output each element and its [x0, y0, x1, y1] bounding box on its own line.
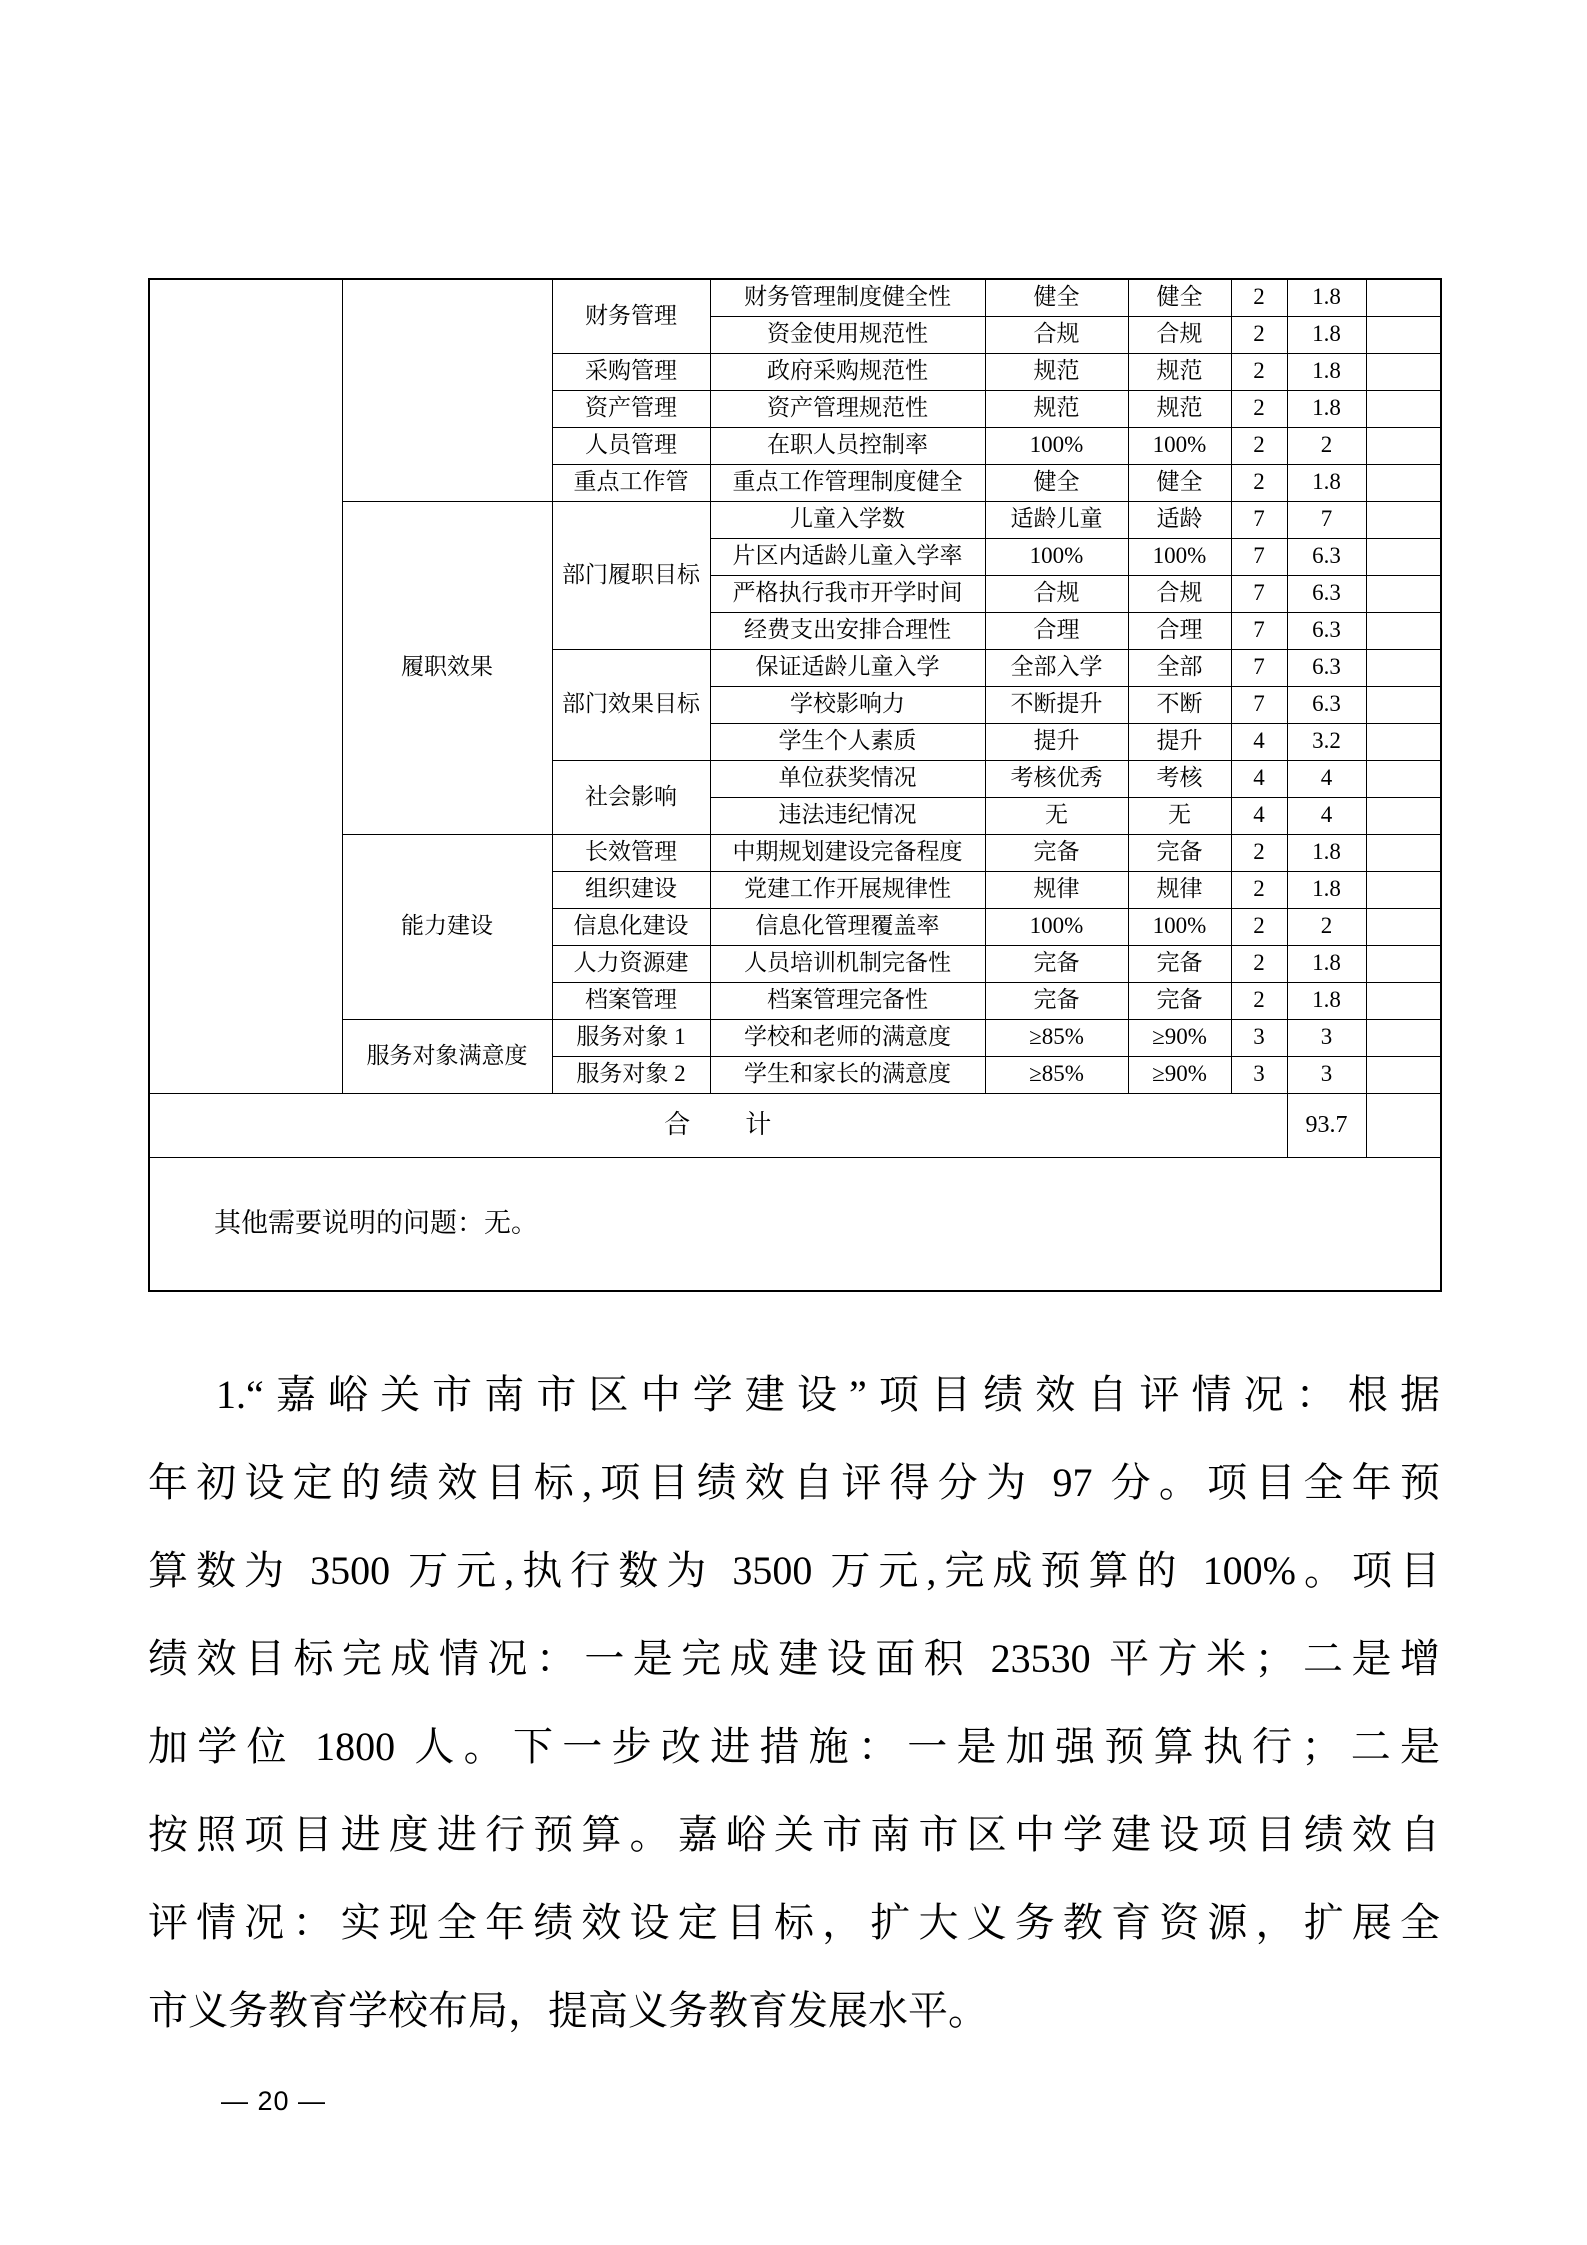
target-value-cell: 完备: [985, 945, 1128, 982]
blank-cell: [1366, 353, 1441, 390]
actual-value-cell: ≥90%: [1128, 1019, 1231, 1056]
blank-cell: [1366, 908, 1441, 945]
indicator-cell: 信息化管理覆盖率: [710, 908, 985, 945]
weight-cell: 7: [1231, 538, 1287, 575]
category-cell: 履职效果: [342, 501, 552, 834]
subcategory-cell: 部门履职目标: [552, 501, 710, 649]
score-cell: 2: [1287, 908, 1366, 945]
indicator-cell: 片区内适龄儿童入学率: [710, 538, 985, 575]
weight-cell: 2: [1231, 945, 1287, 982]
indicator-cell: 党建工作开展规律性: [710, 871, 985, 908]
subcategory-cell: 重点工作管: [552, 464, 710, 501]
actual-value-cell: 100%: [1128, 538, 1231, 575]
indicator-cell: 严格执行我市开学时间: [710, 575, 985, 612]
target-value-cell: 考核优秀: [985, 760, 1128, 797]
score-cell: 6.3: [1287, 538, 1366, 575]
actual-value-cell: 全部: [1128, 649, 1231, 686]
actual-value-cell: 健全: [1128, 464, 1231, 501]
actual-value-cell: 完备: [1128, 982, 1231, 1019]
actual-value-cell: 100%: [1128, 427, 1231, 464]
subcategory-cell: 资产管理: [552, 390, 710, 427]
score-cell: 1.8: [1287, 390, 1366, 427]
weight-cell: 2: [1231, 834, 1287, 871]
actual-value-cell: 完备: [1128, 945, 1231, 982]
weight-cell: 7: [1231, 612, 1287, 649]
actual-value-cell: 无: [1128, 797, 1231, 834]
indicator-cell: 儿童入学数: [710, 501, 985, 538]
blank-cell: [1366, 649, 1441, 686]
paragraph-line: 1.“嘉峪关市南市区中学建设”项目绩效自评情况：根据: [216, 1372, 1440, 1417]
target-value-cell: 健全: [985, 464, 1128, 501]
subcategory-cell: 组织建设: [552, 871, 710, 908]
subcategory-cell: 采购管理: [552, 353, 710, 390]
blank-cell: [1366, 834, 1441, 871]
actual-value-cell: 合规: [1128, 575, 1231, 612]
weight-cell: 4: [1231, 723, 1287, 760]
score-cell: 1.8: [1287, 834, 1366, 871]
subcategory-cell: 人力资源建: [552, 945, 710, 982]
score-cell: 1.8: [1287, 279, 1366, 316]
weight-cell: 2: [1231, 316, 1287, 353]
indicator-cell: 资金使用规范性: [710, 316, 985, 353]
subcategory-cell: 财务管理: [552, 279, 710, 353]
blank-cell: [1366, 982, 1441, 1019]
weight-cell: 2: [1231, 427, 1287, 464]
blank-cell: [1366, 1093, 1441, 1157]
target-value-cell: 规范: [985, 353, 1128, 390]
score-cell: 7: [1287, 501, 1366, 538]
score-cell: 3: [1287, 1019, 1366, 1056]
score-cell: 1.8: [1287, 464, 1366, 501]
target-value-cell: ≥85%: [985, 1019, 1128, 1056]
score-cell: 1.8: [1287, 353, 1366, 390]
score-cell: 6.3: [1287, 686, 1366, 723]
actual-value-cell: 规律: [1128, 871, 1231, 908]
weight-cell: 4: [1231, 760, 1287, 797]
target-value-cell: 规律: [985, 871, 1128, 908]
blank-cell: [1366, 538, 1441, 575]
evaluation-table-container: [148, 278, 1442, 1292]
blank-cell: [1366, 797, 1441, 834]
paragraph-line: 绩效目标完成情况：一是完成建设面积 23530 平方米；二是增: [148, 1636, 1440, 1681]
paragraph-line: 年初设定的绩效目标,项目绩效自评得分为 97 分。项目全年预: [148, 1460, 1440, 1505]
indicator-cell: 档案管理完备性: [710, 982, 985, 1019]
actual-value-cell: 规范: [1128, 390, 1231, 427]
indicator-cell: 学生个人素质: [710, 723, 985, 760]
other-notes-cell: 其他需要说明的问题：无。: [149, 1157, 1441, 1291]
total-score-cell: 93.7: [1287, 1093, 1366, 1157]
blank-cell: [1366, 723, 1441, 760]
score-cell: 6.3: [1287, 612, 1366, 649]
indicator-cell: 人员培训机制完备性: [710, 945, 985, 982]
indicator-cell: 学校影响力: [710, 686, 985, 723]
blank-cell: [1366, 1019, 1441, 1056]
score-cell: 6.3: [1287, 649, 1366, 686]
indicator-cell: 中期规划建设完备程度: [710, 834, 985, 871]
target-value-cell: 完备: [985, 834, 1128, 871]
weight-cell: 4: [1231, 797, 1287, 834]
target-value-cell: 完备: [985, 982, 1128, 1019]
indicator-row: [149, 501, 1441, 538]
indicator-row: [149, 1019, 1441, 1056]
score-cell: 1.8: [1287, 982, 1366, 1019]
weight-cell: 7: [1231, 575, 1287, 612]
total-label-cell: 合 计: [149, 1093, 1287, 1157]
actual-value-cell: 100%: [1128, 908, 1231, 945]
self-evaluation-paragraph: [148, 1351, 1440, 2055]
actual-value-cell: 合规: [1128, 316, 1231, 353]
actual-value-cell: 提升: [1128, 723, 1231, 760]
actual-value-cell: 合理: [1128, 612, 1231, 649]
score-cell: 1.8: [1287, 871, 1366, 908]
target-value-cell: 提升: [985, 723, 1128, 760]
score-cell: 3.2: [1287, 723, 1366, 760]
subcategory-cell: 长效管理: [552, 834, 710, 871]
blank-cell: [1366, 871, 1441, 908]
page-number: — 20 —: [221, 2086, 327, 2116]
actual-value-cell: 健全: [1128, 279, 1231, 316]
weight-cell: 2: [1231, 279, 1287, 316]
weight-cell: 2: [1231, 353, 1287, 390]
indicator-cell: 单位获奖情况: [710, 760, 985, 797]
target-value-cell: 100%: [985, 427, 1128, 464]
score-cell: 1.8: [1287, 316, 1366, 353]
category-cell: [342, 279, 552, 501]
blank-cell: [1366, 575, 1441, 612]
performance-indicator-table: [148, 278, 1442, 1292]
subcategory-cell: 服务对象 2: [552, 1056, 710, 1093]
blank-cell: [1366, 464, 1441, 501]
subcategory-cell: 档案管理: [552, 982, 710, 1019]
actual-value-cell: 完备: [1128, 834, 1231, 871]
indicator-cell: 违法违纪情况: [710, 797, 985, 834]
indicator-cell: 在职人员控制率: [710, 427, 985, 464]
target-value-cell: 适龄儿童: [985, 501, 1128, 538]
score-cell: 1.8: [1287, 945, 1366, 982]
paragraph-line: 加学位 1800 人。下一步改进措施：一是加强预算执行；二是: [148, 1724, 1440, 1769]
indicator-cell: 学生和家长的满意度: [710, 1056, 985, 1093]
blank-cell: [1366, 316, 1441, 353]
category-cell: 能力建设: [342, 834, 552, 1019]
indicator-cell: 保证适龄儿童入学: [710, 649, 985, 686]
indicator-row: [149, 834, 1441, 871]
weight-cell: 2: [1231, 390, 1287, 427]
blank-cell: [1366, 427, 1441, 464]
target-value-cell: 健全: [985, 279, 1128, 316]
paragraph-line: 市义务教育学校布局，提高义务教育发展水平。: [148, 1988, 988, 2033]
indicator-cell: 财务管理制度健全性: [710, 279, 985, 316]
blank-cell: [1366, 612, 1441, 649]
indicator-cell: 重点工作管理制度健全: [710, 464, 985, 501]
score-cell: 4: [1287, 760, 1366, 797]
blank-cell: [1366, 390, 1441, 427]
blank-cell: [1366, 279, 1441, 316]
target-value-cell: ≥85%: [985, 1056, 1128, 1093]
indicator-cell: 经费支出安排合理性: [710, 612, 985, 649]
paragraph-line: 评情况：实现全年绩效设定目标，扩大义务教育资源，扩展全: [148, 1900, 1440, 1945]
paragraph-line: 按照项目进度进行预算。嘉峪关市南市区中学建设项目绩效自: [148, 1812, 1440, 1857]
actual-value-cell: ≥90%: [1128, 1056, 1231, 1093]
weight-cell: 7: [1231, 649, 1287, 686]
score-cell: 6.3: [1287, 575, 1366, 612]
subcategory-cell: 服务对象 1: [552, 1019, 710, 1056]
weight-cell: 2: [1231, 908, 1287, 945]
subcategory-cell: 信息化建设: [552, 908, 710, 945]
score-cell: 2: [1287, 427, 1366, 464]
weight-cell: 7: [1231, 686, 1287, 723]
indicator-cell: 学校和老师的满意度: [710, 1019, 985, 1056]
target-value-cell: 不断提升: [985, 686, 1128, 723]
target-value-cell: 100%: [985, 908, 1128, 945]
target-value-cell: 规范: [985, 390, 1128, 427]
weight-cell: 2: [1231, 464, 1287, 501]
blank-cell: [1366, 760, 1441, 797]
target-value-cell: 全部入学: [985, 649, 1128, 686]
blank-cell: [1366, 686, 1441, 723]
weight-cell: 7: [1231, 501, 1287, 538]
actual-value-cell: 不断: [1128, 686, 1231, 723]
left-blank-cell: [149, 279, 342, 1093]
weight-cell: 3: [1231, 1019, 1287, 1056]
weight-cell: 2: [1231, 982, 1287, 1019]
subcategory-cell: 部门效果目标: [552, 649, 710, 760]
subcategory-cell: 人员管理: [552, 427, 710, 464]
indicator-row: [149, 279, 1441, 316]
indicator-cell: 资产管理规范性: [710, 390, 985, 427]
target-value-cell: 合规: [985, 316, 1128, 353]
actual-value-cell: 规范: [1128, 353, 1231, 390]
actual-value-cell: 适龄: [1128, 501, 1231, 538]
other-notes-row: [149, 1157, 1441, 1291]
total-row: [149, 1093, 1441, 1157]
actual-value-cell: 考核: [1128, 760, 1231, 797]
paragraph-line: 算数为 3500 万元,执行数为 3500 万元,完成预算的 100%。项目: [148, 1548, 1440, 1593]
weight-cell: 2: [1231, 871, 1287, 908]
category-cell: 服务对象满意度: [342, 1019, 552, 1093]
score-cell: 3: [1287, 1056, 1366, 1093]
target-value-cell: 合规: [985, 575, 1128, 612]
target-value-cell: 合理: [985, 612, 1128, 649]
score-cell: 4: [1287, 797, 1366, 834]
blank-cell: [1366, 945, 1441, 982]
subcategory-cell: 社会影响: [552, 760, 710, 834]
weight-cell: 3: [1231, 1056, 1287, 1093]
indicator-cell: 政府采购规范性: [710, 353, 985, 390]
target-value-cell: 100%: [985, 538, 1128, 575]
blank-cell: [1366, 501, 1441, 538]
target-value-cell: 无: [985, 797, 1128, 834]
blank-cell: [1366, 1056, 1441, 1093]
